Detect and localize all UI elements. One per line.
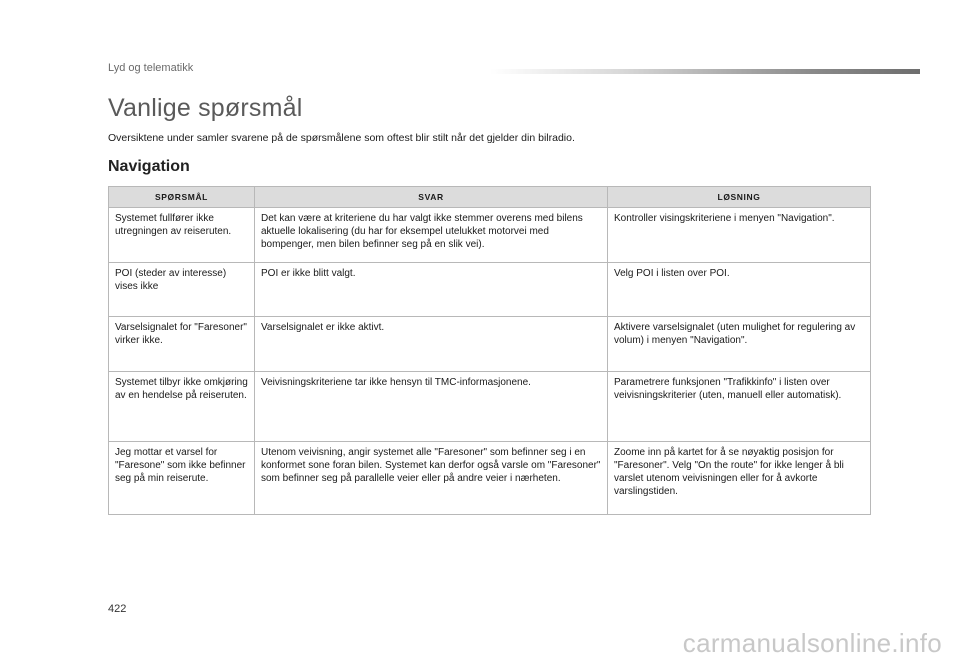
question-cell: POI (steder av interesse) vises ikke: [109, 263, 255, 317]
table-row: [109, 372, 871, 442]
answer-cell: Veivisningskriteriene tar ikke hensyn til TMC-informasjonene.: [255, 372, 608, 442]
table-row: [109, 208, 871, 263]
column-header-answer: SVAR: [255, 187, 608, 208]
question-cell: Systemet fullfører ikke utregningen av reiseruten.: [109, 208, 255, 263]
page-title: Vanlige spørsmål: [108, 94, 303, 122]
column-header-solution: LØSNING: [608, 187, 871, 208]
watermark: carmanualsonline.info: [682, 628, 942, 658]
answer-cell: POI er ikke blitt valgt.: [255, 263, 608, 317]
solution-cell: Kontroller visingskriteriene i menyen "Navigation".: [608, 208, 871, 263]
question-cell: Jeg mottar et varsel for "Faresone" som ikke befinner seg på min reiserute.: [109, 442, 255, 515]
faq-table: [108, 186, 871, 515]
section-title: Navigation: [108, 158, 190, 175]
column-header-question: SPØRSMÅL: [109, 187, 255, 208]
table-header-row: [109, 187, 871, 208]
table-row: [109, 317, 871, 372]
header-divider: [490, 69, 920, 74]
solution-cell: Aktivere varselsignalet (uten mulighet for regulering av volum) i menyen "Navigation".: [608, 317, 871, 372]
solution-cell: Parametrere funksjonen "Trafikkinfo" i listen over veivisningskriterier (uten, manuell eller automatisk).: [608, 372, 871, 442]
answer-cell: Det kan være at kriteriene du har valgt ikke stemmer overens med bilens aktuelle lokalisering (du har for eksempel utelukket motorvei med bompenger, men bilen befinner seg på en slik vei).: [255, 208, 608, 263]
section-header: Lyd og telematikk: [108, 62, 194, 74]
intro-text: Oversiktene under samler svarene på de spørsmålene som oftest blir stilt når det gjelder din bilradio.: [108, 132, 575, 144]
solution-cell: Velg POI i listen over POI.: [608, 263, 871, 317]
answer-cell: Utenom veivisning, angir systemet alle "Faresoner" som befinner seg i en konformet sone foran bilen. Systemet kan derfor også varsle om "Faresoner" som befinner seg på parallelle veier eller på andre veier i nærheten.: [255, 442, 608, 515]
page-number: 422: [108, 603, 127, 615]
solution-cell: Zoome inn på kartet for å se nøyaktig posisjon for "Faresoner". Velg "On the route" for ikke lenger å bli varslet utenom veivisningen eller for å avkorte varslingstiden.: [608, 442, 871, 515]
table-row: [109, 442, 871, 515]
table-row: [109, 263, 871, 317]
question-cell: Systemet tilbyr ikke omkjøring av en hendelse på reiseruten.: [109, 372, 255, 442]
question-cell: Varselsignalet for "Faresoner" virker ikke.: [109, 317, 255, 372]
answer-cell: Varselsignalet er ikke aktivt.: [255, 317, 608, 372]
